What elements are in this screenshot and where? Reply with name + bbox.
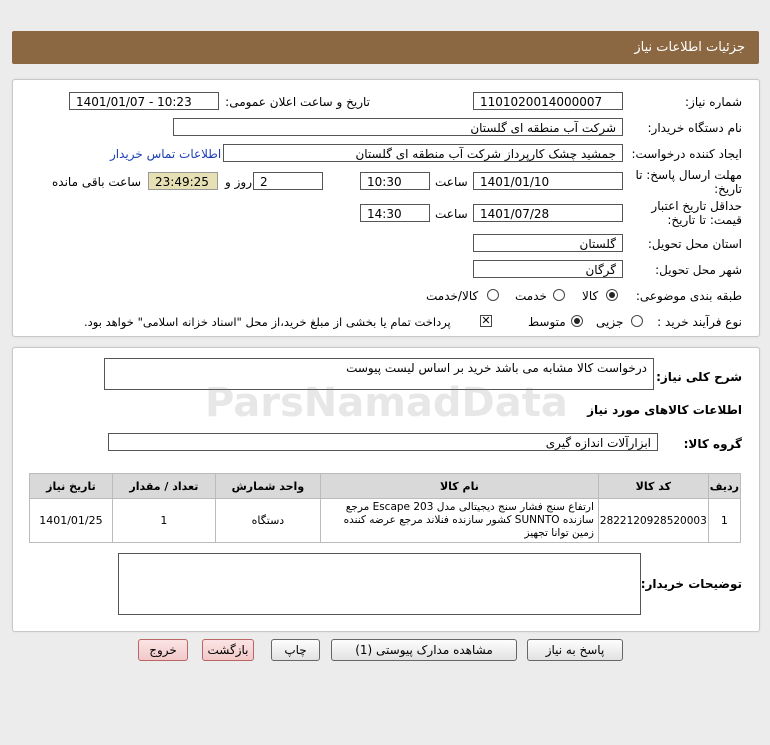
price-validity-time-field: 14:30 xyxy=(360,204,430,222)
process-radio-medium[interactable] xyxy=(571,315,583,327)
category-radio-goods[interactable] xyxy=(606,289,618,301)
category-radio-service[interactable] xyxy=(553,289,565,301)
summary-field: درخواست کالا مشابه می باشد خرید بر اساس لیست پیوست xyxy=(104,358,654,390)
header-bar xyxy=(12,31,759,64)
reply-time-label: ساعت xyxy=(435,175,468,189)
treasury-payment-note: پرداخت تمام یا بخشی از مبلغ خرید،از محل "اسناد خزانه اسلامی" خواهد بود. xyxy=(84,315,451,329)
price-validity-label-1: حداقل تاریخ اعتبار xyxy=(651,199,742,213)
reply-deadline-label-1: مهلت ارسال پاسخ: تا xyxy=(635,168,742,182)
cell-unit: دستگاه xyxy=(215,499,320,543)
reply-time-field: 10:30 xyxy=(360,172,430,190)
col-code: کد کالا xyxy=(598,474,708,499)
category-option-goods: کالا xyxy=(582,289,599,303)
category-option-goods-service: کالا/خدمت xyxy=(426,289,479,303)
buyer-notes-field xyxy=(118,553,641,615)
reply-days-field: 2 xyxy=(253,172,323,190)
back-button[interactable]: بازگشت xyxy=(202,639,254,661)
announce-label: تاریخ و ساعت اعلان عمومی: xyxy=(225,95,370,109)
need-number-label: شماره نیاز: xyxy=(685,95,742,109)
delivery-city-label: شهر محل تحویل: xyxy=(655,263,742,277)
col-qty: تعداد / مقدار xyxy=(112,474,215,499)
page-title: جزئیات اطلاعات نیاز xyxy=(634,40,745,55)
price-validity-date-field: 1401/07/28 xyxy=(473,204,623,222)
reply-deadline-label-2: تاریخ: xyxy=(714,182,742,196)
cell-row: 1 xyxy=(708,499,740,543)
price-validity-time-label: ساعت xyxy=(435,207,468,221)
category-option-service: خدمت xyxy=(515,289,547,303)
exit-button[interactable]: خروج xyxy=(138,639,188,661)
delivery-province-label: استان محل تحویل: xyxy=(647,237,742,251)
reply-button[interactable]: پاسخ به نیاز xyxy=(527,639,623,661)
process-label: نوع فرآیند خرید : xyxy=(657,315,742,329)
goods-table xyxy=(29,473,741,543)
print-button[interactable]: چاپ xyxy=(271,639,320,661)
treasury-checkbox[interactable]: ✕ xyxy=(481,314,491,327)
process-radio-minor[interactable] xyxy=(631,315,643,327)
buyer-contact-link[interactable]: اطلاعات تماس خریدار xyxy=(110,147,222,161)
price-validity-label-2: قیمت: تا تاریخ: xyxy=(667,213,742,227)
col-row: ردیف xyxy=(708,474,740,499)
table-row xyxy=(30,499,741,543)
requester-label: ایجاد کننده درخواست: xyxy=(631,147,742,161)
category-radio-goods-service[interactable] xyxy=(487,289,499,301)
buyer-notes-label: توضیحات خریدار: xyxy=(640,577,742,591)
process-option-minor: جزیی xyxy=(596,315,624,329)
buyer-org-field: شرکت آب منطقه ای گلستان xyxy=(173,118,623,136)
cell-name: ارتفاع سنج فشار سنج دیجیتالی مدل Escape 203 مرجع سازنده SUNNTO کشور سازنده فنلاند مرجع عرضه کننده زمین توانا تجهیز xyxy=(320,499,598,543)
col-name: نام کالا xyxy=(320,474,598,499)
delivery-province-field: گلستان xyxy=(473,234,623,252)
requester-field: جمشید چشک کارپرداز شرکت آب منطقه ای گلستان xyxy=(223,144,623,162)
cell-date: 1401/01/25 xyxy=(30,499,113,543)
goods-group-field: ابزارآلات اندازه گیری xyxy=(108,433,658,451)
announce-field: 1401/01/07 - 10:23 xyxy=(69,92,219,110)
goods-table-header xyxy=(30,474,741,499)
process-option-medium: متوسط xyxy=(528,315,566,329)
col-unit: واحد شمارش xyxy=(215,474,320,499)
cell-qty: 1 xyxy=(112,499,215,543)
goods-group-label: گروه کالا: xyxy=(683,437,742,451)
remaining-time-label: ساعت باقی مانده xyxy=(52,175,142,189)
attachments-button[interactable]: مشاهده مدارک پیوستی (1) xyxy=(331,639,517,661)
reply-date-field: 1401/01/10 xyxy=(473,172,623,190)
category-label: طبقه بندی موضوعی: xyxy=(635,289,742,303)
need-number-field: 1101020014000007 xyxy=(473,92,623,110)
summary-label: شرح کلی نیاز: xyxy=(656,370,742,384)
buyer-org-label: نام دستگاه خریدار: xyxy=(647,121,742,135)
cell-code: 2822120928520003 xyxy=(598,499,708,543)
goods-section-title: اطلاعات کالاهای مورد نیاز xyxy=(587,403,742,417)
remaining-time-field: 23:49:25 xyxy=(148,172,218,190)
reply-days-label: روز و xyxy=(225,175,252,189)
delivery-city-field: گرگان xyxy=(473,260,623,278)
col-date: تاریخ نیاز xyxy=(30,474,113,499)
